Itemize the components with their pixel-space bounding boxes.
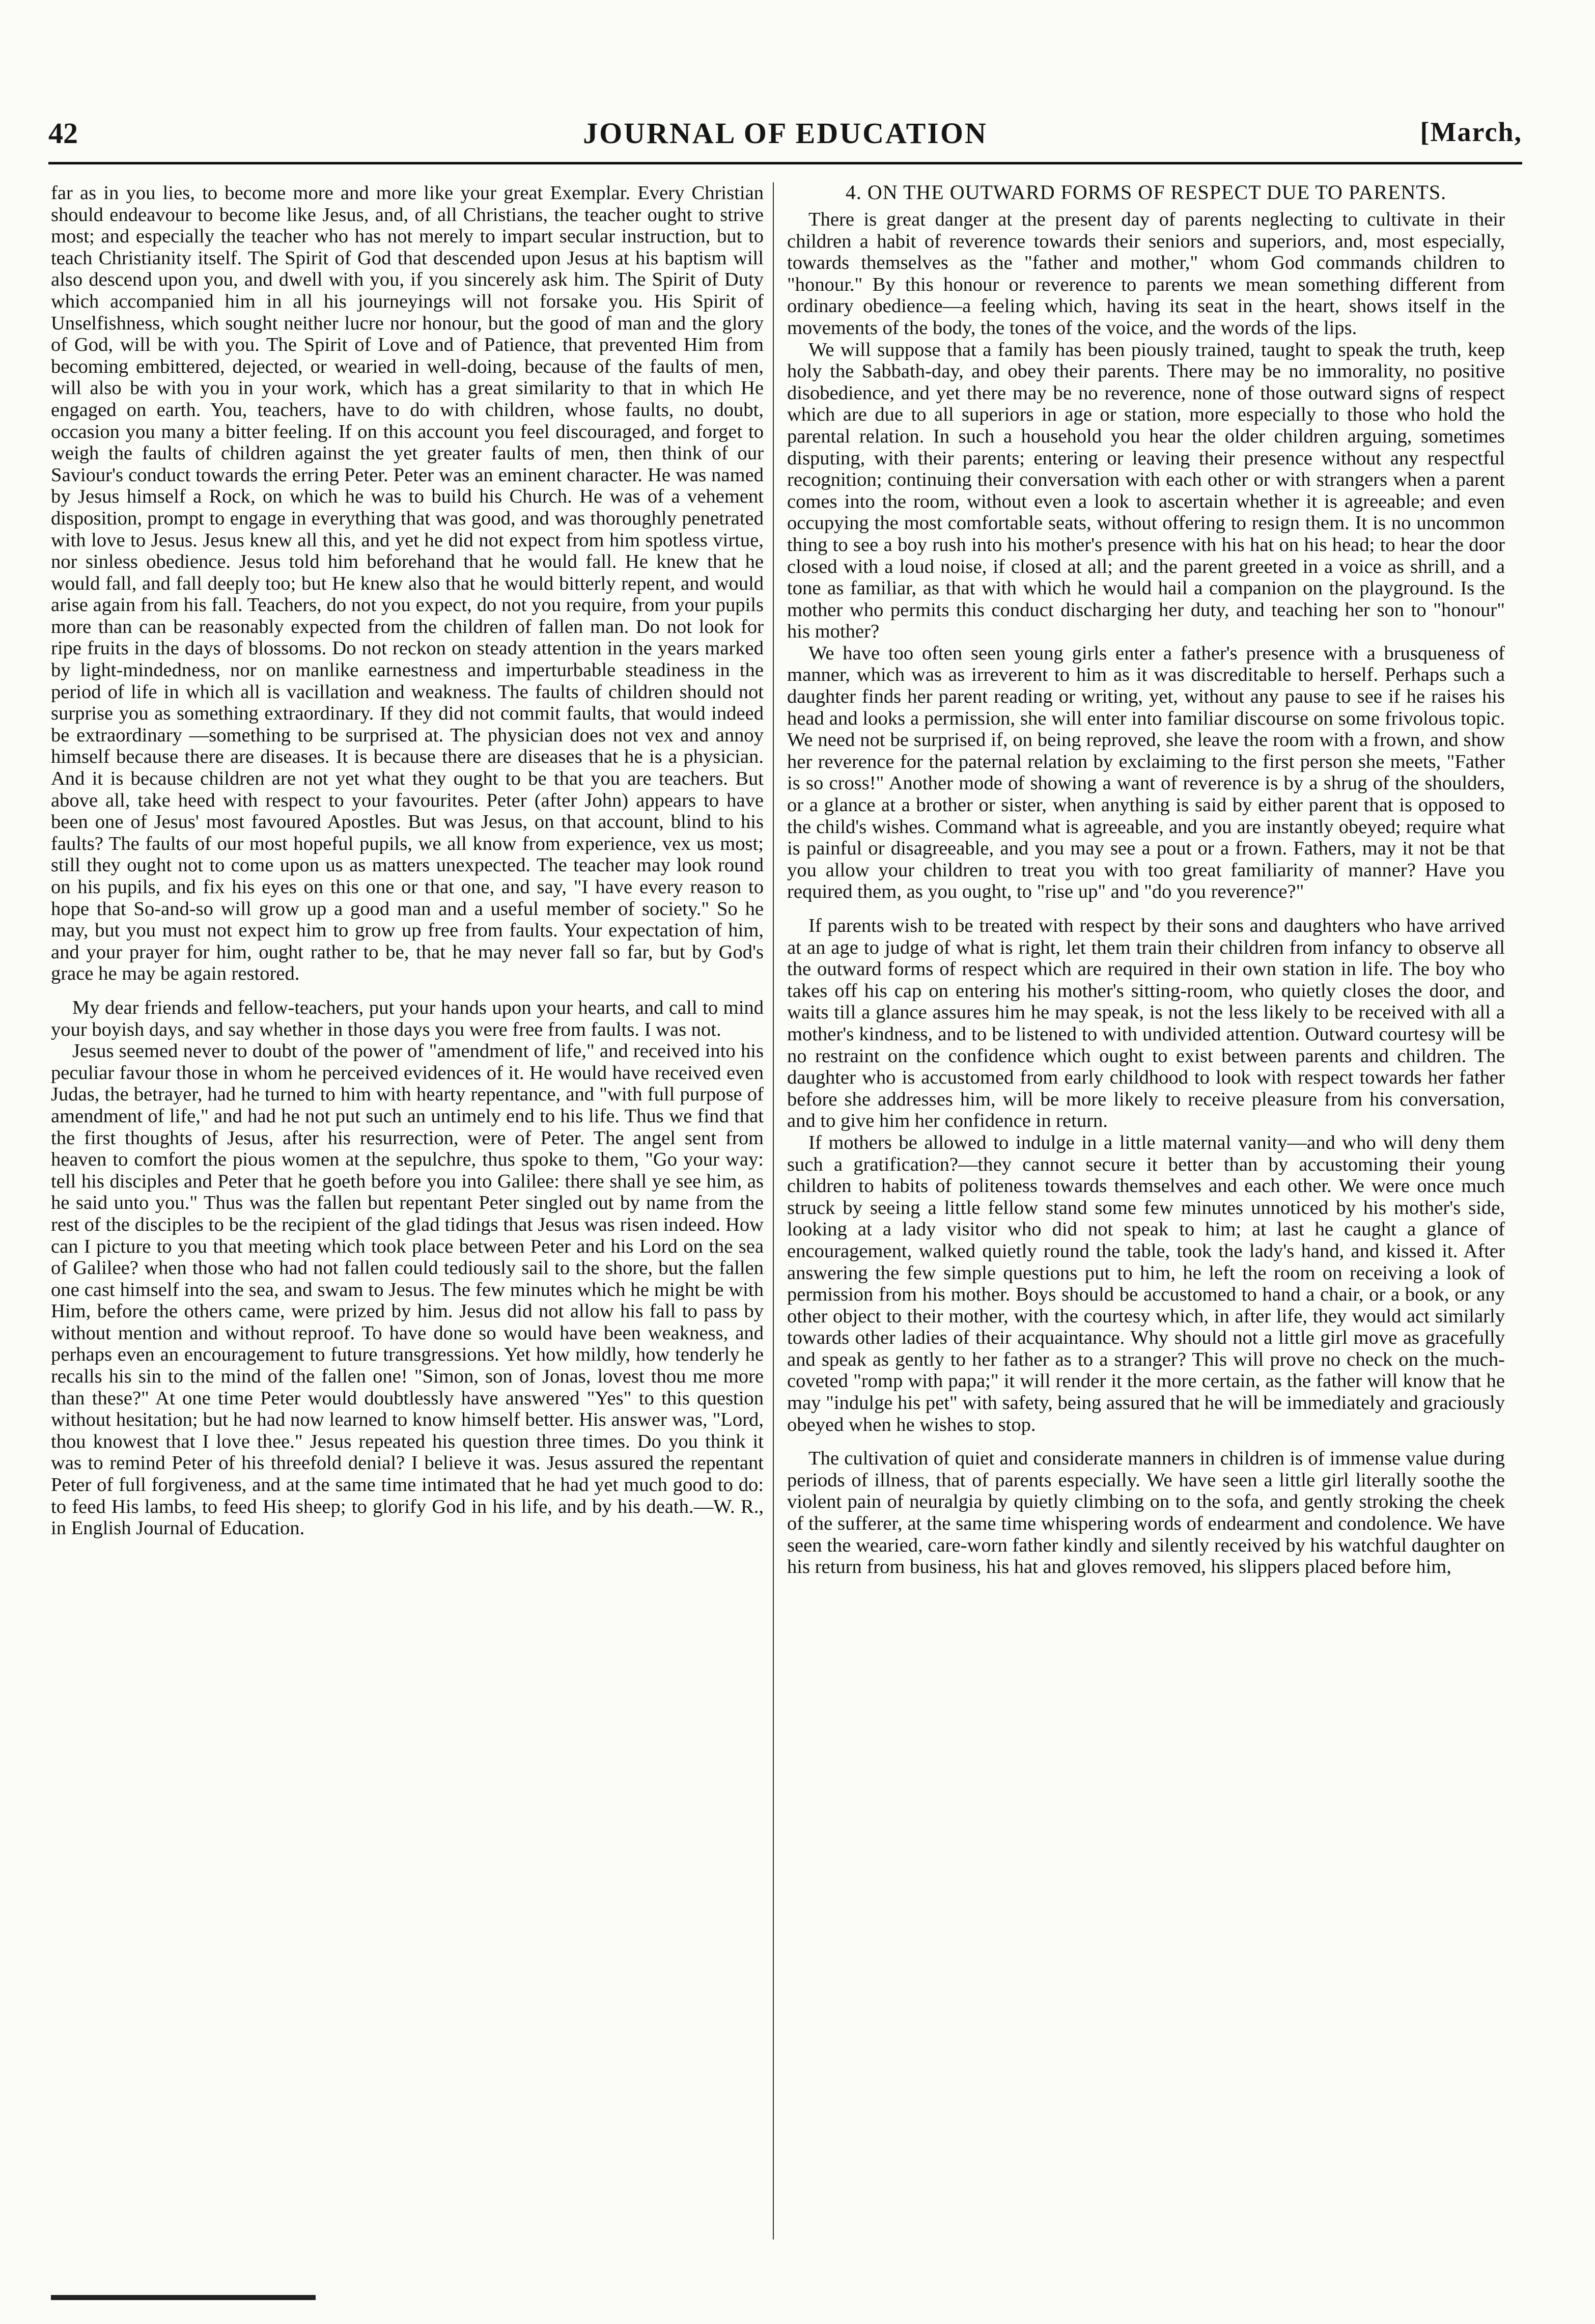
paragraph-maternal-vanity: If mothers be allowed to indulge in a little maternal vanity—and who will deny them such a gratification?—they cannot secure it better than by accustoming their young children to habits of politeness towards themselves and each other. We were once much struck by seeing a little fellow stand some few minutes unnoticed by his mother's side, looking at a lady visitor who did not speak to him; at last he caught a glance of encouragement, walked quietly round the table, took the lady's hand, and kissed it. After answering the few simple questions put to him, he left the room on receiving a look of permission from his mother. Boys should be accustomed to hand a chair, or a book, or any other object to their mother, with the courtesy which, in after life, they would act similarly towards other ladies of their acquaintance. Why should not a little girl move as gracefully and speak as gently to her father as to a stranger? This will prove no check on the much-coveted "romp with papa;" it will render it the more certain, as the father will know that he may "indulge his pet" with safety, being assured that he will be immediately and graciously obeyed when he wishes to stop.: [787, 1131, 1505, 1435]
column-divider: [773, 182, 774, 2239]
paragraph-quiet-manners: The cultivation of quiet and considerate manners in children is of immense value during periods of illness, that of parents especially. We have seen a little girl literally soothe the violent pain of neuralgia by quietly climbing on to the sofa, and gently stroking the cheek of the sufferer, at the same time whispering words of endearment and condolence. We have seen the wearied, care-worn father kindly and silently received by his watchful daughter on his return from business, his hat and gloves removed, his slippers placed before him,: [787, 1448, 1505, 1578]
header-rule: [48, 162, 1522, 164]
bottom-rule: [51, 2295, 316, 2300]
paragraph-exemplar: far as in you lies, to become more and more like your great Exemplar. Every Christian should endeavour to become like Jesus, and, of all Christians, the teacher ought to strive most; and especially the teacher who has not merely to impart secular instruction, but to teach Christianity itself. The Spirit of God that descended upon Jesus at his baptism will also descend upon you, and dwell with you, if you sincerely ask him. The Spirit of Duty which accompanied him in all his journeyings will not forsake you. His Spirit of Unselfishness, which sought neither lucre nor honour, but the good of man and the glory of God, will be with you. The Spirit of Love and of Patience, that prevented Him from becoming embittered, dejected, or wearied in well-doing, because of the faults of men, will also be with you in your work, which has a great similarity to that in which He engaged on earth. You, teachers, have to do with children, whose faults, no doubt, occasion you many a bitter feeling. If on this account you feel discouraged, and forget to weigh the faults of children against the yet greater faults of men, then think of our Saviour's conduct towards the erring Peter. Peter was an eminent character. He was named by Jesus himself a Rock, on which he was to build his Church. He was of a vehement disposition, prompt to engage in everything that was good, and was thoroughly penetrated with love to Jesus. Jesus knew all this, and yet he did not expect from him spotless virtue, nor sinless obedience. Jesus told him beforehand that he would fall. He knew that he would fall, and fall deeply too; but He knew also that he would bitterly repent, and would arise again from his fall. Teachers, do not you expect, do not you require, from your pupils more than can be reasonably expected from the children of fallen man. Do not look for ripe fruits in the days of blossoms. Do not reckon on steady attention in the years marked by light-mindedness, nor on manlike earnestness and imperturbable steadiness in the period of life in which all is vacillation and weakness. The faults of children should not surprise you as something extraordinary. If they did not commit faults, that would indeed be extraordinary —something to be surprised at. The physician does not vex and annoy himself because there are diseases. It is because there are diseases that he is a physician. And it is because children are not yet what they ought to be that you are teachers. But above all, take heed with respect to your favourites. Peter (after John) appears to have been one of Jesus' most favoured Apostles. But was Jesus, on that account, blind to his faults? The faults of our most hopeful pupils, we all know from experience, vex us most; still they ought not to come upon us as matters unexpected. The teacher may look round on his pupils, and fix his eyes on this one or that one, and say, "I have every reason to hope that So-and-so will grow up a good man and a useful member of society." So he may, but you must not expect him to grow up free from faults. Your expectation of him, and your prayer for him, ought rather to be, that he may never fall so far, but by God's grace he may be again restored.: [51, 182, 764, 985]
right-column: [787, 182, 1505, 2237]
paragraph-amendment-of-life: Jesus seemed never to doubt of the power of "amendment of life," and received into his peculiar favour those in whom he perceived evidences of it. He would have received even Judas, the betrayer, had he turned to him with hearty repentance, and "with full purpose of amendment of life," and had he not put such an untimely end to his life. Thus we find that the first thoughts of Jesus, after his resurrection, were of Peter. The angel sent from heaven to comfort the pious women at the sepulchre, thus spoke to them, "Go your way: tell his disciples and Peter that he goeth before you into Galilee: there shall ye see him, as he said unto you." Thus was the fallen but repentant Peter singled out by name from the rest of the disciples to be the recipient of the glad tidings that Jesus was risen indeed. How can I picture to you that meeting which took place between Peter and his Lord on the sea of Galilee? when those who had not fallen could tediously sail to the shore, but the fallen one cast himself into the sea, and swam to Jesus. The few minutes which he might be with Him, before the others came, were prized by him. Jesus did not allow his fall to pass by without mention and without reproof. To have done so would have been weakness, and perhaps even an encouragement to future transgressions. Yet how mildly, how tenderly he recalls his sin to the mind of the fallen one! "Simon, son of Jonas, lovest thou me more than these?" At one time Peter would doubtlessly have answered "Yes" to this question without hesitation; but he had now learned to know himself better. His answer was, "Lord, thou knowest that I love thee." Jesus repeated his question three times. Do you think it was to remind Peter of his threefold denial? I believe it was. Jesus assured the repentant Peter of full forgiveness, and at the same time intimated that he had yet much good to do: to feed His lambs, to feed His sheep; to glorify God in his life, and by his death.—W. R., in English Journal of Education.: [51, 1040, 764, 1539]
paragraph-sons-and-daughters: If parents wish to be treated with respect by their sons and daughters who have arrived at an age to judge of what is right, let them train their children from infancy to observe all the outward forms of respect which are required in their own station in life. The boy who takes off his cap on entering his mother's sitting-room, who quietly closes the door, and waits till a glance assures him he may speak, is not the less likely to be received with all a mother's kindness, and to be listened to with undivided attention. Outward courtesy will be no restraint on the confidence which ought to exist between parents and children. The daughter who is accustomed from early childhood to look with respect towards her father before she addresses him, will be more likely to receive pleasure from his conversation, and to give him her confidence in return.: [787, 915, 1505, 1132]
paragraph-great-danger: There is great danger at the present day of parents neglecting to cultivate in their children a habit of reverence towards their seniors and superiors, and, most especially, towards themselves as the "father and mother," whom God commands children to "honour." By this honour or reverence to parents we mean something different from ordinary obedience—a feeling which, having its seat in the heart, shows itself in the movements of the body, the tones of the voice, and the words of the lips.: [787, 209, 1505, 339]
paragraph-fellow-teachers: My dear friends and fellow-teachers, put your hands upon your hearts, and call to mind your boyish days, and say whether in those days you were free from faults. I was not.: [51, 997, 764, 1040]
journal-title: JOURNAL OF EDUCATION: [583, 117, 988, 150]
issue-month: [March,: [1420, 117, 1522, 147]
article-heading: 4. ON THE OUTWARD FORMS OF RESPECT DUE TO PARENTS.: [845, 182, 1447, 204]
paragraph-piously-trained-family: We will suppose that a family has been piously trained, taught to speak the truth, keep holy the Sabbath-day, and obey their parents. There may be no immorality, no positive disobedience, and yet there may be no reverence, none of those outward signs of respect which are due to all superiors in age or station, more especially to those who hold the parental relation. In such a household you hear the older children arguing, sometimes disputing, with their parents; entering or leaving their presence without any respectful recognition; continuing their conversation with each other or with strangers when a parent comes into the room, without even a look to ascertain whether it is agreeable; and even occupying the most comfortable seats, without offering to resign them. It is no uncommon thing to see a boy rush into his mother's presence with his hat on his head; to hear the door closed with a loud noise, if closed at all; and the parent greeted in a voice as shrill, and a tone as familiar, as that with which he would hail a companion on the playground. Is the mother who permits this conduct discharging her duty, and teaching her son to "honour" his mother?: [787, 339, 1505, 643]
left-column: [51, 182, 764, 2237]
page-number: 42: [48, 117, 78, 150]
page-header: [48, 116, 1522, 157]
paragraph-young-girls: We have too often seen young girls enter a father's presence with a brusqueness of manner, which was as irreverent to him as it was discreditable to herself. Perhaps such a daughter finds her parent reading or writing, yet, without any pause to see if he raises his head and looks a permission, she will enter into familiar discourse on some frivolous topic. We need not be surprised if, on being reproved, she leave the room with a frown, and show her reverence for the paternal relation by exclaiming to the first person she meets, "Father is so cross!" Another mode of showing a want of reverence is by a shrug of the shoulders, or a glance at a brother or sister, when anything is said by either parent that is opposed to the child's wishes. Command what is agreeable, and you are instantly obeyed; require what is painful or disagreeable, and you may see a pout or a frown. Fathers, may it not be that you allow your children to treat you with too great familiarity of manner? Have you required them, as you ought, to "rise up" and "do you reverence?": [787, 642, 1505, 903]
